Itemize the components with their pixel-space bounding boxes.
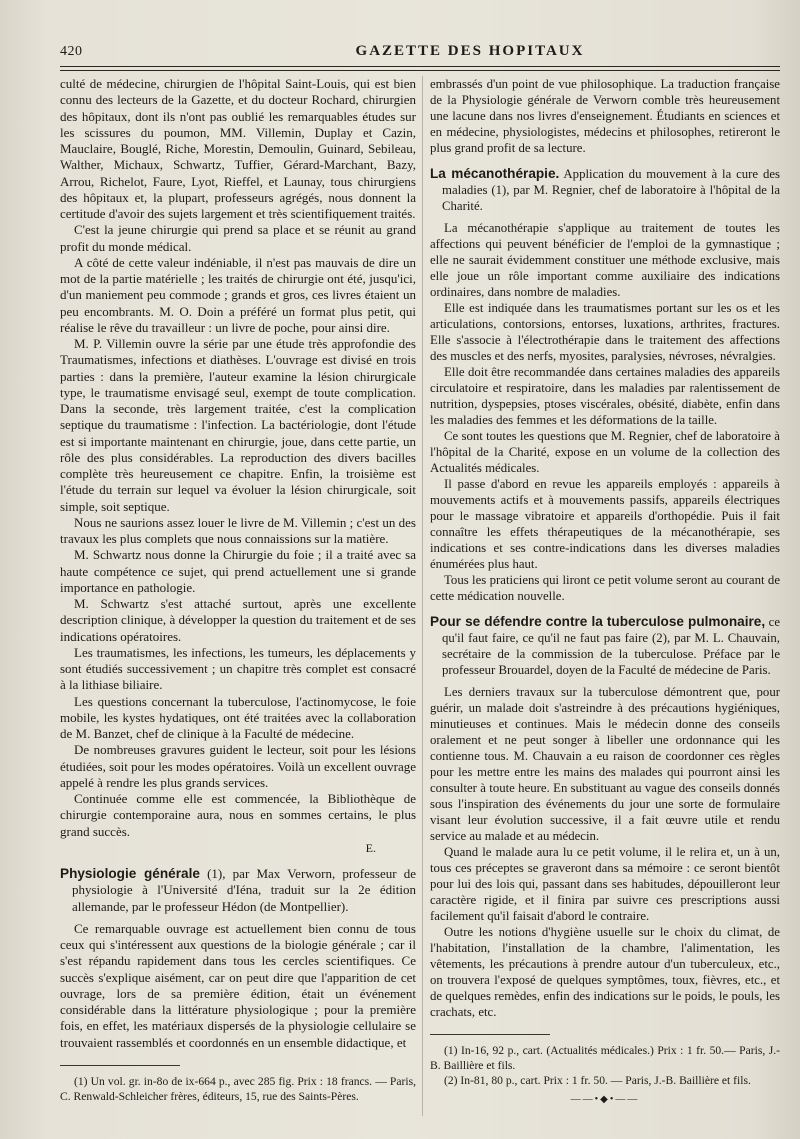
paragraph: Elle doit être recommandée dans certaines maladies des appareils circulatoire et respiratoire, dans les maladies par ralentissement de nutrition, dyspepsies, ptoses viscérales, obésité, diabète, enfin dans les maladies des femmes et les déformations de la taille. xyxy=(430,365,780,427)
page-number: 420 xyxy=(60,44,83,59)
header-rule-thin xyxy=(60,70,780,71)
review-details: ce qu'il faut faire, ce qu'il ne faut pas faire (2), par M. L. Chauvain, secrétaire de la commission de la tuberculose. Préface par le professeur Brouardel, doyen de la Faculté de médecine de Paris. xyxy=(442,615,780,677)
paragraph: La mécanothérapie s'applique au traitement de toutes les affections qui peuvent bénéficier de l'emploi de la gymnastique ; elle ne saurait évidemment constituer une méthode exclusive, mais elle joue un rôle important comme auxiliaire des indications ordinaires, dans nombre de maladies. xyxy=(430,221,780,299)
column-divider xyxy=(422,76,423,1116)
paragraph: Quand le malade aura lu ce petit volume, il le relira et, un à un, tous ces préceptes se graveront dans sa mémoire : ce seront bientôt pour lui des lois qui, passant dans ses habitudes, dépouilleront leur caractère rigide, et il finira par suivre ces prescriptions aussi facilement qu'il faisait d'abord le contraire. xyxy=(430,845,780,923)
review-title: Physiologie générale xyxy=(60,866,200,881)
paragraph: Continuée comme elle est commencée, la Bibliothèque de chirurgie contemporaine aura, nous en sommes certains, le plus grand succès. xyxy=(60,791,416,839)
footnote: (1) Un vol. gr. in-8o de ix-664 p., avec 285 fig. Prix : 18 francs. — Paris, C. Renwald-Schleicher frères, éditeurs, 15, rue des Saints-Pères. xyxy=(60,1074,416,1103)
end-ornament: ——•◆•—— xyxy=(570,1094,640,1105)
running-title: GAZETTE DES HOPITAUX xyxy=(355,43,585,59)
paragraph: C'est la jeune chirurgie qui prend sa place et se réunit au grand profit du monde médical. xyxy=(60,222,416,254)
review-heading xyxy=(430,614,780,678)
footnote: (1) In-16, 92 p., cart. (Actualités médicales.) Prix : 1 fr. 50.— Paris, J.-B. Baillière et fils. xyxy=(430,1044,780,1072)
review-details: (1), par Max Verworn, professeur de physiologie à l'Université d'Iéna, traduit sur la 2e édition allemande, par le professeur Hédon (de Montpellier). xyxy=(72,866,417,914)
paragraph: Il passe d'abord en revue les appareils employés : appareils à mouvements actifs et à mouvements passifs, appareils électriques pour le massage vibratoire et appareils d'orthopédie. Puis il fait connaître les effets thérapeutiques de la mécanothérapie, ses indications et ses contre-indications dans les diverses maladies énumérées plus haut. xyxy=(430,477,780,571)
paragraph: Ce sont toutes les questions que M. Regnier, chef de laboratoire à l'hôpital de la Charité, expose en un volume de la collection des Actualités médicales. xyxy=(430,429,780,475)
page-header xyxy=(60,42,780,64)
review-title: Pour se défendre contre la tuberculose pulmonaire, xyxy=(430,614,766,629)
paragraph: embrassés d'un point de vue philosophique. La traduction française de la Physiologie générale de Verworn comble très heureusement une lacune dans nos livres d'enseignement. Étudiants en sciences et en médecine, physiologistes, médecins et philosophes, retireront le plus grand profit de sa lecture. xyxy=(430,77,780,155)
review-details: Application du mouvement à la cure des maladies (1), par M. Regnier, chef de laboratoire à l'hôpital de la Charité. xyxy=(442,167,780,213)
paragraph: Elle est indiquée dans les traumatismes portant sur les os et les articulations, contorsions, entorses, luxations, arthrites, fractures. Elle s'associe à l'électrothérapie dans le traitement des affections des muscles et des nerfs, myosites, paralysies, névroses, névralgies. xyxy=(430,301,780,363)
paragraph: Tous les praticiens qui liront ce petit volume seront au courant de cette médication nouvelle. xyxy=(430,573,780,603)
footnote-rule xyxy=(430,1034,550,1035)
paragraph: De nombreuses gravures guident le lecteur, soit pour les lésions étudiées, soit pour les modes opératoires. Voilà un excellent ouvrage appelé à rendre les plus grands services. xyxy=(60,742,416,790)
paragraph: M. Schwartz s'est attaché surtout, après une excellente description clinique, à développer la question du traitement et de ses indications opératoires. xyxy=(60,596,416,644)
left-column xyxy=(60,76,416,1104)
footnote: (2) In-81, 80 p., cart. Prix : 1 fr. 50. — Paris, J.-B. Baillière et fils. xyxy=(444,1074,751,1087)
paragraph: culté de médecine, chirurgien de l'hôpital Saint-Louis, qui est bien connu des lecteurs de la Gazette, et du docteur Rochard, chirurgien des hôpitaux, dont ils n'ont pas oublié les remarquables études sur les scissures du poumon, MM. Villemin, Duplay et Cazin, Mauclaire, Bouglé, Riche, Morestin, Demoulin, Guinard, Sebileau, Walther, Michaux, Schwartz, Tuffier, Gérard-Marchant, Bazy, Arrou, Richelot, Faure, Lyot, Rieffel, et Launay, tous chirurgiens des hôpitaux et, la plupart, professeurs agrégés, nous donnent la certitude d'avoir des sujets largement et très scientifiquement traités. xyxy=(60,76,416,221)
paragraph: Nous ne saurions assez louer le livre de M. Villemin ; c'est un des travaux les plus complets que nous connaissions sur la matière. xyxy=(60,514,416,546)
paragraph: A côté de cette valeur indéniable, il n'est pas mauvais de dire un mot de la partie matérielle ; les traités de chirurgie ont été, jusqu'ici, d'un maniement peu commode ; grands et gros, ces livres étaient un peu encombrants. M. O. Doin a préféré un format plus petit, qui réalise le rêve du travailleur : un livre de poche, pour ainsi dire. xyxy=(60,254,416,335)
paragraph: Les derniers travaux sur la tuberculose démontrent que, pour guérir, un malade doit s'astreindre à des précautions hygiéniques, minutieuses et continues. Mais le médecin donne des conseils oralement et ne peut songer à libeller une ordonnance qui les contienne tous. M. Chauvain a eu raison de coordonner ces règles pour les mettre entre les mains des malades qui pourront ainsi les consulter à toute heure. En substituant au vague des conseils donnés sous l'inspiration des événements du jour une sorte de formulaire visant leur évolution successive, il a fait œuvre utile et rendu service au malade et au médecin. xyxy=(430,685,780,843)
footnote-rule xyxy=(60,1065,180,1066)
signature: E. xyxy=(365,840,376,855)
paragraph: Outre les notions d'hygiène usuelle sur le choix du climat, de l'habitation, l'installation de la chambre, l'alimentation, les vêtements, les précautions à prendre autour d'un tuberculeux, etc., on trouvera l'exposé de quelques symptômes, toux, fièvres, etc., et de quelques remèdes, enfin des indications sur le poids, le pouls, les crachats, etc. xyxy=(430,925,780,1019)
right-column xyxy=(430,76,780,1108)
review-title: La mécanothérapie. xyxy=(430,166,560,181)
review-heading xyxy=(430,166,780,214)
paragraph: M. P. Villemin ouvre la série par une étude très approfondie des Traumatismes, infections et diathèses. L'ouvrage est divisé en trois parties : dans la première, l'auteur examine la lésion chirurgicale type, le traumatisme envisagé seul, exempt de toute complication. Dans la seconde, très largement traitée, c'est la complication septique du traumatisme : l'infection. La bactériologie, dont l'étude est si importante maintenant en chirurgie, joue, dans cette partie, un rôle des plus considérables. La reproduction des divers bacilles complète très heureusement ce chapitre. Enfin, la troisième est l'étude du terrain sur lequel va évoluer la lésion chirurgicale, soit simple, soit septique. xyxy=(60,336,416,514)
paragraph: M. Schwartz nous donne la Chirurgie du foie ; il a traité avec sa haute compétence ce sujet, qui prend actuellement une si grande importance en pathologie. xyxy=(60,547,416,595)
paragraph: Les questions concernant la tuberculose, l'actinomycose, le foie mobile, les kystes hydatiques, ont été traitées avec la collaboration de M. Banzet, chef de clinique à la Faculté de médecine. xyxy=(60,693,416,741)
review-heading xyxy=(60,866,416,915)
paragraph: Ce remarquable ouvrage est actuellement bien connu de tous ceux qui s'intéressent aux questions de la biologie générale ; car il s'est répandu rapidement dans tous les cercles scientifiques. Ce succès s'explique aisément, car on peut dire que l'apparition de cet ouvrage, lors de sa première édition, était un événement considérable dans la littérature physiologique ; pour la première fois, en effet, les matériaux dispersés de la physiologie cellulaire se trouvaient rassemblés et coordonnés en un ensemble didactique, et xyxy=(60,920,416,1050)
header-rule xyxy=(60,66,780,67)
paragraph: Les traumatismes, les infections, les tumeurs, les déplacements y sont étudiés successivement ; un chapitre très complet est consacré à la lithiase biliaire. xyxy=(60,644,416,693)
